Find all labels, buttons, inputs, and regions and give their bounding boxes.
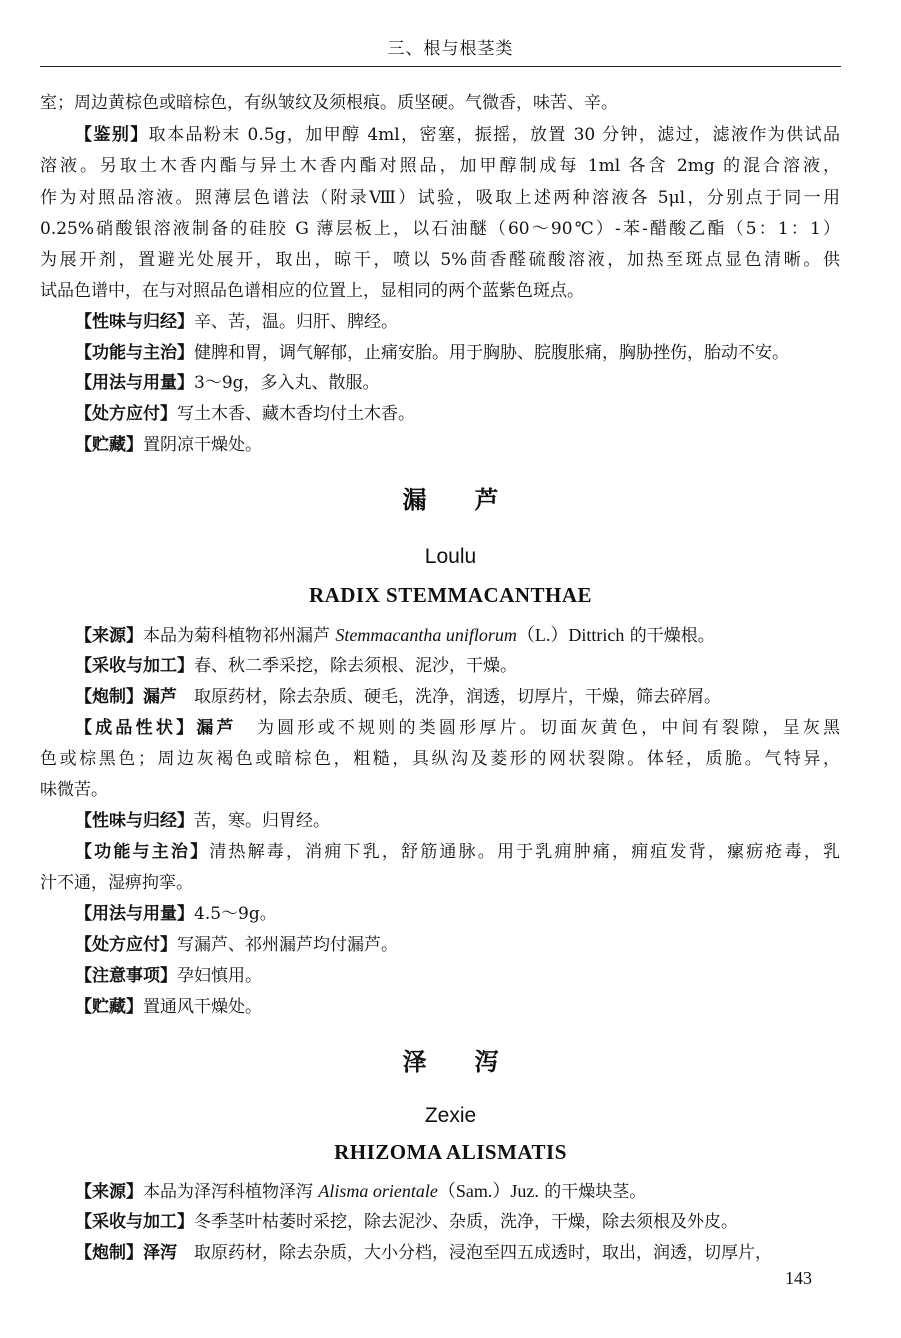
identification-paragraph: 【鉴别】取本品粉末 0.5g，加甲醇 4ml，密塞，振摇，放置 30 分钟，滤过，滤液作为供试品 xyxy=(75,125,840,145)
dosage-line: 【用法与用量】3～9g，多入丸、散服。 xyxy=(75,373,380,393)
dosage-tag: 【用法与用量】 xyxy=(75,904,194,924)
processing-tag: 【炮制】 xyxy=(75,1243,143,1263)
zexie-title: 泽 泻 xyxy=(402,1048,499,1076)
storage-tag: 【贮藏】 xyxy=(75,435,143,455)
loulu-source-line: 【来源】本品为菊科植物祁州漏芦 Stemmacantha uniflorum（L.）Dittrich 的干燥根。 xyxy=(75,625,715,646)
loulu-dosage-line: 【用法与用量】4.5～9g。 xyxy=(75,904,277,924)
page-number: 143 xyxy=(785,1268,812,1288)
function-line: 【功能与主治】健脾和胃，调气解郁，止痛安胎。用于胸胁、脘腹胀痛，胸胁挫伤，胎动不安。 xyxy=(75,343,789,363)
identification-line: 试品色谱中，在与对照品色谱相应的位置上，显相同的两个蓝紫色斑点。 xyxy=(40,281,584,301)
function-tag: 【功能与主治】 xyxy=(75,343,194,363)
nature-flavor-tag: 【性味与归经】 xyxy=(75,811,194,831)
prescription-tag: 【处方应付】 xyxy=(75,404,177,424)
appearance-tag: 【成品性状】 xyxy=(75,718,197,738)
loulu-function-line: 【功能与主治】清热解毒，消痈下乳，舒筋通脉。用于乳痈肿痛，痈疽发背，瘰疬疮毒，乳 xyxy=(75,842,840,862)
loulu-processing-line: 【炮制】漏芦 取原药材，除去杂质、硬毛，洗净，润透，切厚片，干燥，筛去碎屑。 xyxy=(75,687,721,707)
identification-tag: 【鉴别】 xyxy=(75,125,149,145)
running-header: 三、根与根茎类 xyxy=(387,39,514,59)
loulu-appearance-line: 味微苦。 xyxy=(40,780,108,800)
identification-line: 为展开剂，置避光处展开，取出，晾干，喷以 5%茴香醛硫酸溶液，加热至斑点显色清晰。供 xyxy=(40,250,840,270)
loulu-appearance-line: 【成品性状】漏芦 为圆形或不规则的类圆形厚片。切面灰黄色，中间有裂隙，呈灰黑 xyxy=(75,718,840,738)
zexie-pinyin: Zexie xyxy=(424,1104,477,1127)
species-name: Stemmacantha uniflorum xyxy=(335,625,517,645)
identification-line: 0.25%硝酸银溶液制备的硅胶 G 薄层板上，以石油醚（60～90℃）-苯-醋酸乙酯（5：1：1） xyxy=(40,219,840,239)
storage-line: 【贮藏】置阴凉干燥处。 xyxy=(75,435,262,455)
loulu-storage-line: 【贮藏】置通风干燥处。 xyxy=(75,997,262,1017)
zexie-source-line: 【来源】本品为泽泻科植物泽泻 Alisma orientale（Sam.）Juz. 的干燥块茎。 xyxy=(75,1181,647,1202)
zexie-processing-line: 【炮制】泽泻 取原药材，除去杂质，大小分档，浸泡至四五成透时，取出，润透，切厚片， xyxy=(75,1243,772,1263)
identification-line: 作为对照品溶液。照薄层色谱法（附录Ⅷ）试验，吸取上述两种溶液各 5μl，分别点于同一用 xyxy=(40,188,840,208)
prescription-tag: 【处方应付】 xyxy=(75,935,177,955)
harvest-tag: 【采收与加工】 xyxy=(75,1212,194,1232)
species-name: Alisma orientale xyxy=(318,1181,438,1201)
loulu-title: 漏 芦 xyxy=(402,486,499,514)
loulu-harvest-line: 【采收与加工】春、秋二季采挖，除去须根、泥沙，干燥。 xyxy=(75,656,517,676)
source-tag: 【来源】 xyxy=(75,626,143,646)
caution-tag: 【注意事项】 xyxy=(75,966,177,986)
identification-line: 溶液。另取土木香内酯与异土木香内酯对照品，加甲醇制成每 1ml 各含 2mg 的混合溶液， xyxy=(40,156,840,176)
loulu-caution-line: 【注意事项】孕妇慎用。 xyxy=(75,966,262,986)
nature-flavor-tag: 【性味与归经】 xyxy=(75,312,194,332)
function-tag: 【功能与主治】 xyxy=(75,842,210,862)
zexie-latin-title: RHIZOMA ALISMATIS xyxy=(334,1140,567,1164)
loulu-appearance-line: 色或棕黑色；周边灰褐色或暗棕色，粗糙，具纵沟及菱形的网状裂隙。体轻，质脆。气特异， xyxy=(40,749,840,769)
loulu-function-line: 汁不通，湿痹拘挛。 xyxy=(40,873,193,893)
nature-flavor-line: 【性味与归经】辛、苦，温。归肝、脾经。 xyxy=(75,312,398,332)
processing-tag: 【炮制】 xyxy=(75,687,143,707)
loulu-prescription-line: 【处方应付】写漏芦、祁州漏芦均付漏芦。 xyxy=(75,935,398,955)
source-tag: 【来源】 xyxy=(75,1182,143,1202)
loulu-pinyin: Loulu xyxy=(424,545,477,568)
zexie-harvest-line: 【采收与加工】冬季茎叶枯萎时采挖，除去泥沙、杂质，洗净，干燥，除去须根及外皮。 xyxy=(75,1212,738,1232)
dosage-tag: 【用法与用量】 xyxy=(75,373,194,393)
harvest-tag: 【采收与加工】 xyxy=(75,656,194,676)
loulu-nature-line: 【性味与归经】苦，寒。归胃经。 xyxy=(75,811,330,831)
continued-text-line: 室；周边黄棕色或暗棕色，有纵皱纹及须根痕。质坚硬。气微香，味苦、辛。 xyxy=(40,93,618,113)
prescription-line: 【处方应付】写土木香、藏木香均付土木香。 xyxy=(75,404,415,424)
header-rule xyxy=(40,66,841,67)
storage-tag: 【贮藏】 xyxy=(75,997,143,1017)
loulu-latin-title: RADIX STEMMACANTHAE xyxy=(308,583,593,607)
